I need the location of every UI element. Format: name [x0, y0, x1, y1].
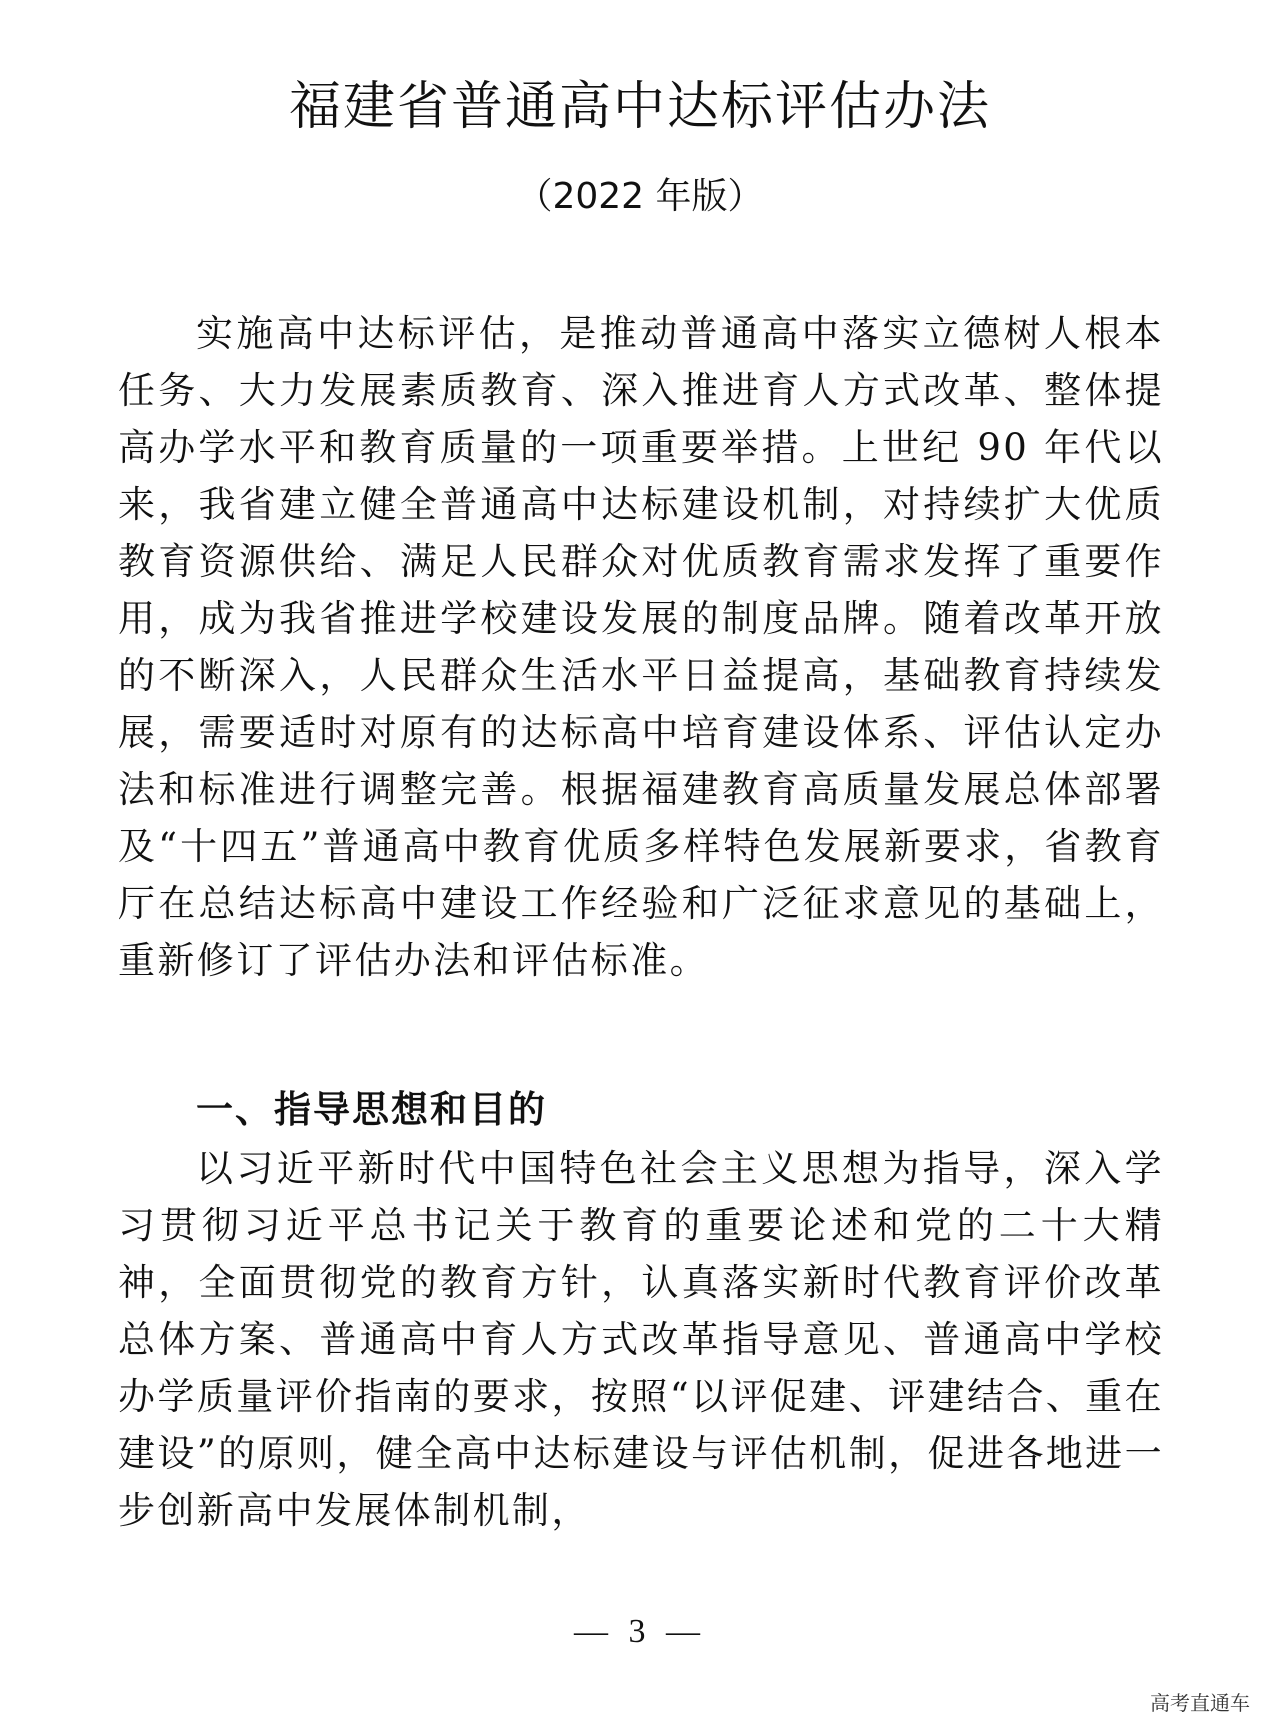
intro-paragraph: 实施高中达标评估，是推动普通高中落实立德树人根本任务、大力发展素质教育、深入推进育人方式改革、整体提高办学水平和教育质量的一项重要举措。上世纪 90 年代以来，我省建立健全普通高中达标建设机制，对持续扩大优质教育资源供给、满足人民群众对优质教育需求发挥了重要作用，成为我省推进学校建设发展的制度品牌。随着改革开放的不断深入，人民群众生活水平日益提高，基础教育持续发展，需要适时对原有的达标高中培育建设体系、评估认定办法和标准进行调整完善。根据福建教育高质量发展总体部署及“十四五”普通高中教育优质多样特色发展新要求，省教育厅在总结达标高中建设工作经验和广泛征求意见的基础上，重新修订了评估办法和评估标准。	[118, 312, 1164, 982]
section-paragraph: 以习近平新时代中国特色社会主义思想为指导，深入学习贯彻习近平总书记关于教育的重要论述和党的二十大精神，全面贯彻党的教育方针，认真落实新时代教育评价改革总体方案、普通高中育人方式改革指导意见、普通高中学校办学质量评价指南的要求，按照“以评促建、评建结合、重在建设”的原则，健全高中达标建设与评估机制，促进各地进一步创新高中发展体制机制，	[118, 1147, 1164, 1532]
document-title: 福建省普通高中达标评估办法	[288, 77, 991, 137]
watermark-text: 高考直通车	[1150, 1691, 1250, 1715]
section-heading: 一、指导思想和目的	[196, 1088, 547, 1131]
document-subtitle: （2022 年版）	[516, 176, 764, 217]
page-number: — 3 —	[574, 1613, 706, 1650]
